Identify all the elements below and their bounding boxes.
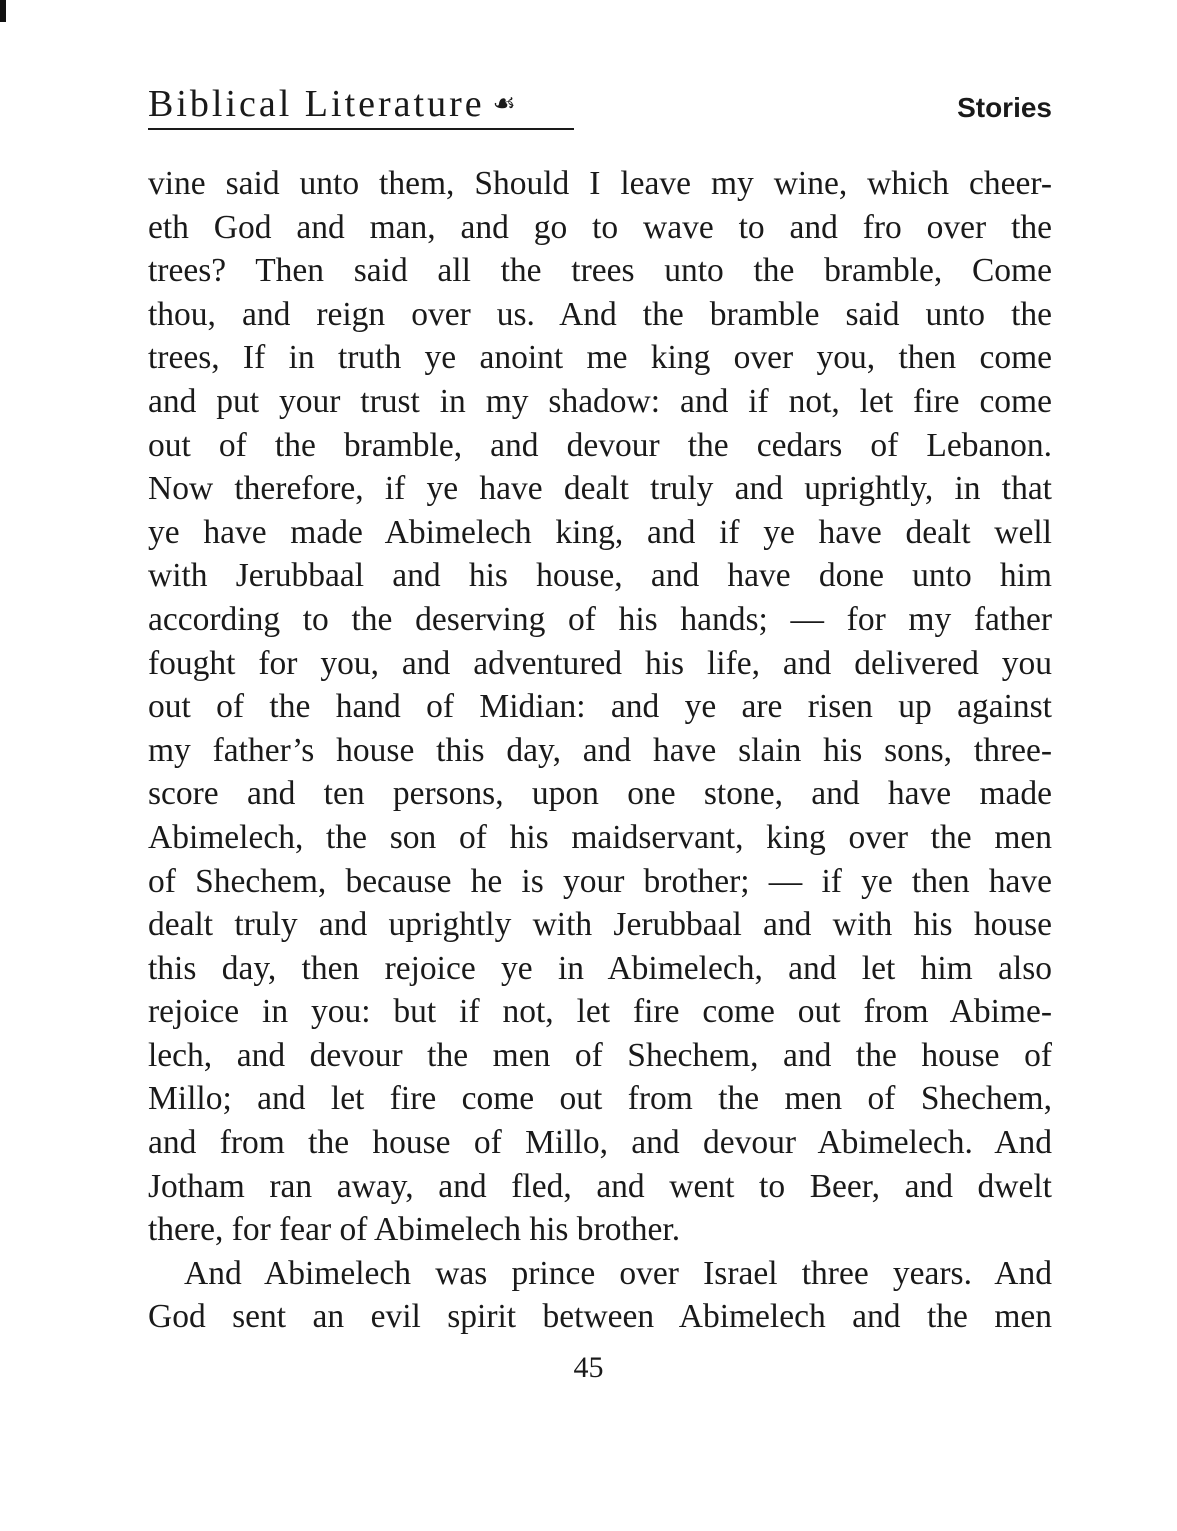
- text-line: trees? Then said all the trees unto the bramble, Come: [148, 252, 1052, 290]
- text-line: dealt truly and uprightly with Jerubbaal and with his house: [148, 906, 1052, 944]
- section-title: Stories: [957, 92, 1052, 123]
- scan-edge-mark: [0, 0, 6, 22]
- text-line: God sent an evil spirit between Abimelech and the men: [148, 1298, 1052, 1336]
- running-header: [148, 80, 1052, 132]
- paragraph-1: [148, 162, 1052, 1252]
- running-title-text: Biblical Literature: [148, 83, 485, 125]
- text-line: Millo; and let fire come out from the men of Shechem,: [148, 1080, 1052, 1118]
- text-line: my father’s house this day, and have slain his sons, three-: [148, 731, 1052, 769]
- text-line: according to the deserving of his hands; — for my father: [148, 600, 1052, 638]
- text-line: score and ten persons, upon one stone, and have made: [148, 775, 1052, 813]
- text-line: thou, and reign over us. And the bramble said unto the: [148, 295, 1052, 333]
- text-line: of Shechem, because he is your brother; — if ye then have: [148, 862, 1052, 900]
- text-line: fought for you, and adventured his life, and delivered you: [148, 644, 1052, 682]
- fleuron-icon: ☙: [492, 89, 516, 119]
- text-line: and from the house of Millo, and devour Abimelech. And: [148, 1124, 1052, 1162]
- text-line-indented: And Abimelech was prince over Israel three years. And: [184, 1254, 1052, 1292]
- text-line: Abimelech, the son of his maidservant, king over the men: [148, 818, 1052, 856]
- text-line: vine said unto them, Should I leave my wine, which cheer-: [148, 165, 1052, 202]
- paragraph-2: [148, 1252, 1052, 1339]
- body-text: [148, 162, 1052, 1339]
- text-line: this day, then rejoice ye in Abimelech, and let him also: [148, 949, 1052, 987]
- text-line: Jotham ran away, and fled, and went to Beer, and dwelt: [148, 1167, 1052, 1205]
- text-line: rejoice in you: but if not, let fire come out from Abime-: [148, 993, 1052, 1031]
- text-line: and put your trust in my shadow: and if not, let fire come: [148, 382, 1052, 420]
- text-line: lech, and devour the men of Shechem, and the house of: [148, 1036, 1052, 1074]
- text-line: trees, If in truth ye anoint me king over you, then come: [148, 339, 1052, 377]
- header-rule: [148, 128, 574, 130]
- text-line: out of the hand of Midian: and ye are risen up against: [148, 688, 1052, 726]
- text-line: Now therefore, if ye have dealt truly and uprightly, in that: [148, 470, 1052, 508]
- text-line-last: there, for fear of Abimelech his brother.: [148, 1211, 681, 1249]
- running-title: [148, 80, 516, 132]
- text-line: out of the bramble, and devour the cedars of Lebanon.: [148, 426, 1052, 464]
- text-line: with Jerubbaal and his house, and have done unto him: [148, 557, 1052, 595]
- text-line: ye have made Abimelech king, and if ye have dealt well: [148, 513, 1052, 551]
- text-line: eth God and man, and go to wave to and fro over the: [148, 208, 1052, 246]
- page-number: 45: [573, 1351, 604, 1384]
